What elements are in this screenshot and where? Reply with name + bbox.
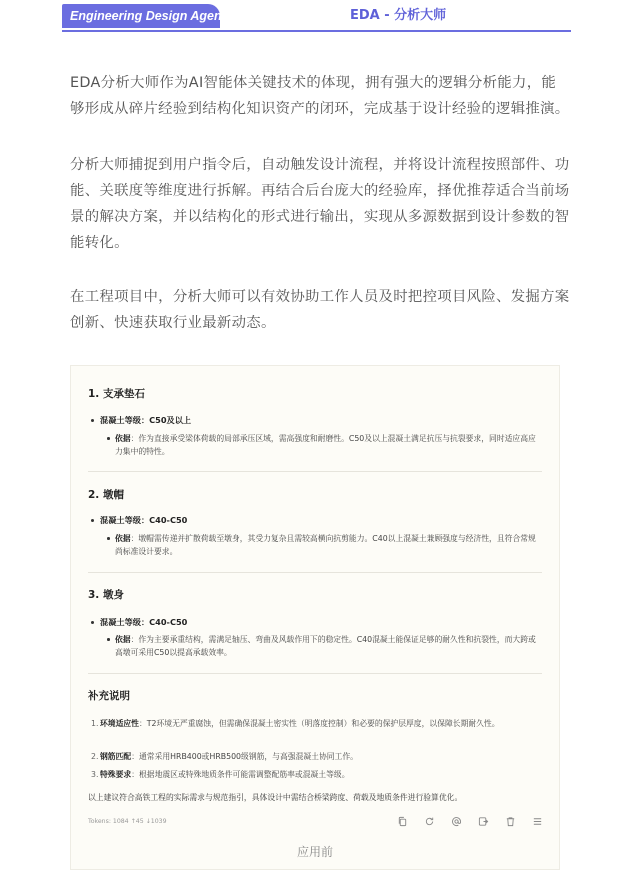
divider: [88, 572, 542, 573]
grade-value: C50及以上: [149, 415, 192, 425]
basis-text: ：墩帽需传递并扩散荷载至墩身，其受力复杂且需较高横向抗剪能力。C40以上混凝土兼顾强度与经济性，且符合常规尚标准设计要求。: [115, 534, 536, 556]
section-title: 1. 支承垫石: [88, 388, 145, 400]
bullet-dot: [91, 519, 94, 522]
basis-bullet: [107, 432, 541, 458]
bullet-dot: [107, 638, 110, 641]
divider: [88, 471, 542, 472]
basis-bullet: [107, 633, 541, 659]
agent-tag: Engineering Design Agent: [62, 4, 220, 28]
grade-bullet: [91, 616, 187, 628]
section-title: 2. 墩帽: [88, 489, 124, 501]
grade-value: C40-C50: [149, 617, 188, 627]
bullet-dot: [107, 537, 110, 540]
grade-label: 混凝土等级：: [100, 415, 150, 425]
refresh-icon[interactable]: [424, 816, 435, 827]
grade-value: C40-C50: [149, 515, 188, 525]
item-label: 特殊要求: [100, 770, 132, 779]
toolbar-actions: [386, 816, 543, 830]
supplement-item: [91, 768, 541, 781]
grade-bullet: [91, 514, 187, 526]
delete-icon[interactable]: [505, 816, 516, 827]
intro-paragraph: 分析大师捕捉到用户指令后，自动触发设计流程，并将设计流程按照部件、功能、关联度等维度进行拆解。再结合后台庞大的经验库，择优推荐适合当前场景的解决方案，并以结构化的形式进行输出，实现从多源数据到设计参数的智能转化。: [70, 157, 570, 251]
apply-caption: 应用前: [296, 845, 333, 859]
intro-paragraph: EDA分析大师作为AI智能体关键技术的体现，拥有强大的逻辑分析能力，能够形成从碎片经验到结构化知识资产的闭环，完成基于设计经验的逻辑推演。: [70, 75, 570, 117]
summary-text: 以上建议符合高铁工程的实际需求与规范指引，具体设计中需结合桥梁跨度、荷载及地质条件进行验算优化。: [88, 793, 463, 802]
bullet-dot: [91, 419, 94, 422]
item-text: ：T2环境无严重腐蚀，但需确保混凝土密实性（明落度控制）和必要的保护层厚度，以保障长期耐久性。: [138, 719, 500, 728]
item-label: 钢筋匹配: [100, 752, 132, 761]
supplement-title: 补充说明: [88, 690, 130, 702]
grade-bullet: [91, 414, 191, 426]
bullet-dot: [107, 437, 110, 440]
copy-icon[interactable]: [397, 816, 408, 827]
basis-text: ：作为直接承受梁体荷载的局部承压区域，需高强度和耐磨性。C50及以上混凝土满足抗压与抗裂要求，同时适应高应力集中的特性。: [115, 434, 536, 456]
header-title: EDA - 分析大师: [350, 8, 447, 23]
basis-bullet: [107, 532, 541, 558]
message-toolbar: [88, 816, 543, 830]
section-title: 3. 墩身: [88, 589, 124, 601]
bullet-dot: [91, 621, 94, 624]
at-icon[interactable]: [451, 816, 462, 827]
item-number: 3.: [91, 770, 99, 779]
basis-label: 依据: [115, 434, 131, 443]
grade-label: 混凝土等级：: [100, 515, 150, 525]
basis-text: ：作为主要承重结构，需满足轴压、弯曲及风载作用下的稳定性。C40混凝土能保证足够的耐久性和抗裂性，而大跨或高墩可采用C50以提高承载效率。: [115, 635, 536, 657]
item-number: 1.: [91, 719, 99, 728]
article-header: [62, 4, 571, 32]
answer-screenshot-card: [70, 365, 560, 870]
item-text: ：根据地震区或特殊地质条件可能需调整配筋率或混凝土等级。: [131, 770, 350, 779]
menu-icon[interactable]: [532, 816, 543, 827]
divider: [88, 673, 542, 674]
item-number: 2.: [91, 752, 99, 761]
export-icon[interactable]: [478, 816, 489, 827]
item-label: 环境适应性: [100, 719, 139, 728]
grade-label: 混凝土等级：: [100, 617, 150, 627]
token-count: Tokens: 1084 ↑45 ↓1039: [88, 818, 167, 825]
supplement-item: [91, 750, 541, 763]
header-divider: [62, 30, 571, 32]
basis-label: 依据: [115, 534, 131, 543]
supplement-item: [91, 717, 541, 730]
item-text: ：通常采用HRB400或HRB500级钢筋，与高强混凝土协同工作。: [131, 752, 358, 761]
basis-label: 依据: [115, 635, 131, 644]
intro-paragraph: 在工程项目中，分析大师可以有效协助工作人员及时把控项目风险、发掘方案创新、快速获取行业最新动态。: [70, 289, 570, 331]
